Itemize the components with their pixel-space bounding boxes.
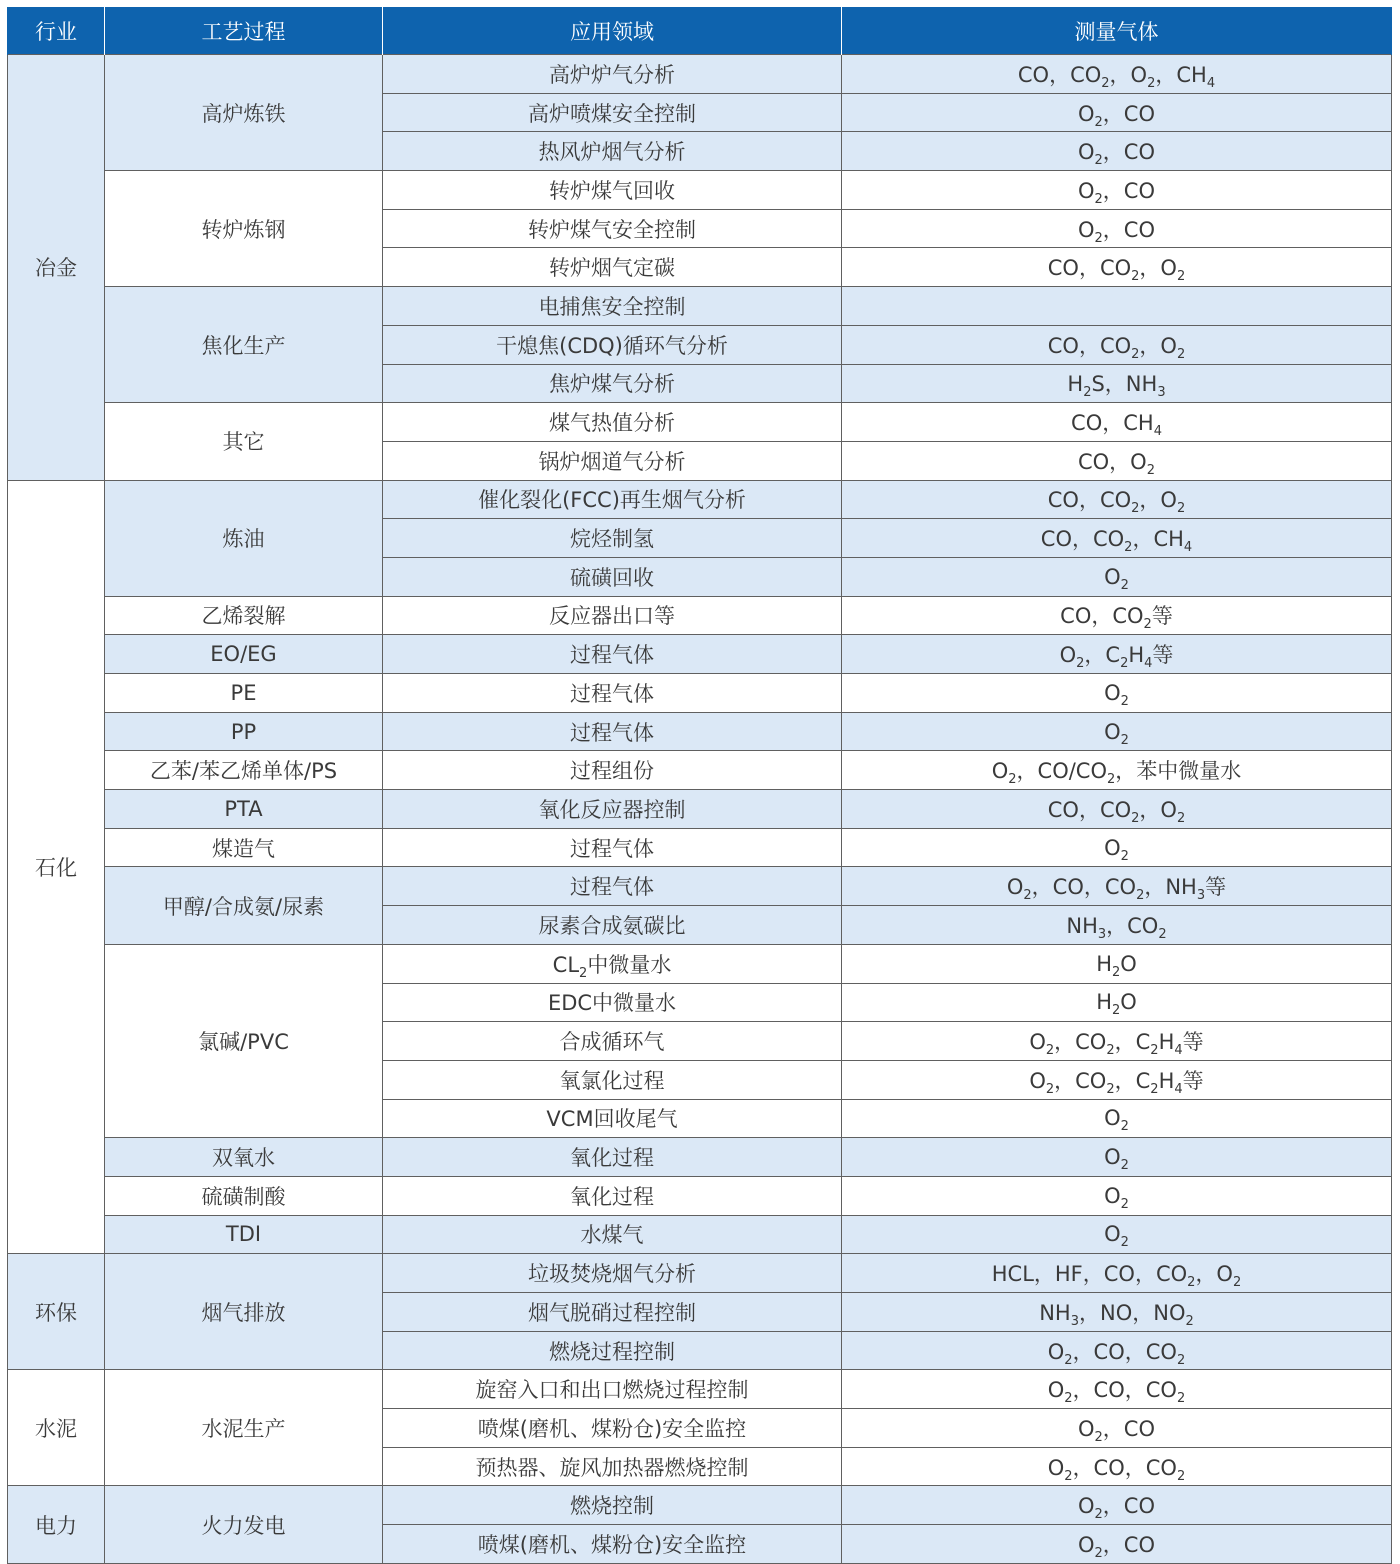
gases-cell: CO，$CO_2$，$O_2$ <box>842 325 1392 364</box>
header-process: 工艺过程 <box>105 7 383 55</box>
application-cell: 煤气热值分析 <box>383 403 842 442</box>
table-row <box>8 944 1392 983</box>
gases-cell: $O_2$，CO <box>842 93 1392 132</box>
application-cell: 氧化过程 <box>383 1176 842 1215</box>
process-cell: 高炉炼铁 <box>105 55 383 171</box>
table-row <box>8 1486 1392 1525</box>
table-row <box>8 828 1392 867</box>
gases-cell: $O_2$ <box>842 712 1392 751</box>
application-cell: 氧化过程 <box>383 1138 842 1177</box>
gases-cell: $O_2$ <box>842 1099 1392 1138</box>
gas-application-table <box>7 7 1392 1564</box>
application-cell: 转炉煤气安全控制 <box>383 209 842 248</box>
process-cell: 甲醇/合成氨/尿素 <box>105 867 383 944</box>
gases-cell: $O_2$，$C_2H_4$等 <box>842 635 1392 674</box>
gases-cell: CO，$CO_2$，$CH_4$ <box>842 519 1392 558</box>
process-cell: 炼油 <box>105 480 383 596</box>
application-cell: 燃烧过程控制 <box>383 1331 842 1370</box>
gases-cell: $H_2O$ <box>842 944 1392 983</box>
table-row <box>8 55 1392 94</box>
header-application: 应用领域 <box>383 7 842 55</box>
gases-cell: $O_2$，CO，$CO_2$ <box>842 1370 1392 1409</box>
gases-cell: HCL，HF，CO，$CO_2$，$O_2$ <box>842 1254 1392 1293</box>
gases-cell: $O_2$ <box>842 828 1392 867</box>
application-cell: 旋窑入口和出口燃烧过程控制 <box>383 1370 842 1409</box>
table-row <box>8 1138 1392 1177</box>
gases-cell: $O_2$ <box>842 1176 1392 1215</box>
process-cell: 转炉炼钢 <box>105 171 383 287</box>
application-cell: VCM回收尾气 <box>383 1099 842 1138</box>
table-row <box>8 1370 1392 1409</box>
industry-cell: 石化 <box>8 480 105 1254</box>
process-cell: TDI <box>105 1215 383 1254</box>
process-cell: EO/EG <box>105 635 383 674</box>
gases-cell: $O_2$，CO <box>842 209 1392 248</box>
gases-cell: CO，$CO_2$，$O_2$ <box>842 480 1392 519</box>
gases-cell: $O_2$ <box>842 1138 1392 1177</box>
application-cell: 预热器、旋风加热器燃烧控制 <box>383 1447 842 1486</box>
application-cell: 过程气体 <box>383 674 842 713</box>
table-body <box>8 55 1392 1564</box>
gases-cell: $O_2$，CO，$CO_2$ <box>842 1331 1392 1370</box>
table-row <box>8 1254 1392 1293</box>
process-cell: 双氧水 <box>105 1138 383 1177</box>
industry-cell: 水泥 <box>8 1370 105 1486</box>
table-row <box>8 674 1392 713</box>
table-row <box>8 790 1392 829</box>
application-cell: 过程气体 <box>383 712 842 751</box>
gases-cell: CO，$CH_4$ <box>842 403 1392 442</box>
application-cell: 干熄焦(CDQ)循环气分析 <box>383 325 842 364</box>
application-cell: 过程组份 <box>383 751 842 790</box>
application-cell: 氧化反应器控制 <box>383 790 842 829</box>
application-cell: EDC中微量水 <box>383 983 842 1022</box>
gases-cell: CO，$O_2$ <box>842 441 1392 480</box>
process-cell: 煤造气 <box>105 828 383 867</box>
application-cell: 过程气体 <box>383 867 842 906</box>
application-cell: 热风炉烟气分析 <box>383 132 842 171</box>
gases-cell: CO，$CO_2$等 <box>842 596 1392 635</box>
gases-cell: $O_2$ <box>842 674 1392 713</box>
gases-cell: $H_2O$ <box>842 983 1392 1022</box>
gases-cell: $O_2$，CO <box>842 1409 1392 1448</box>
gases-cell: CO，$CO_2$，$O_2$ <box>842 790 1392 829</box>
gases-cell: $NH_3$，NO，$NO_2$ <box>842 1293 1392 1332</box>
application-cell: 高炉炉气分析 <box>383 55 842 94</box>
table-row <box>8 867 1392 906</box>
gases-cell: $O_2$，CO，$CO_2$ <box>842 1447 1392 1486</box>
gases-cell: CO，$CO_2$，$O_2$，$CH_4$ <box>842 55 1392 94</box>
process-cell: 其它 <box>105 403 383 480</box>
process-cell: 氯碱/PVC <box>105 944 383 1137</box>
process-cell: PE <box>105 674 383 713</box>
gases-cell: $O_2$，CO <box>842 132 1392 171</box>
application-cell: 催化裂化(FCC)再生烟气分析 <box>383 480 842 519</box>
gases-cell: $O_2$ <box>842 1215 1392 1254</box>
industry-cell: 环保 <box>8 1254 105 1370</box>
application-cell: 焦炉煤气分析 <box>383 364 842 403</box>
application-cell: 反应器出口等 <box>383 596 842 635</box>
industry-cell: 电力 <box>8 1486 105 1563</box>
process-cell: PP <box>105 712 383 751</box>
process-cell: 烟气排放 <box>105 1254 383 1370</box>
process-cell: 硫磺制酸 <box>105 1176 383 1215</box>
table-row <box>8 1215 1392 1254</box>
gases-cell: $NH_3$，$CO_2$ <box>842 906 1392 945</box>
gases-cell: $O_2$ <box>842 557 1392 596</box>
application-cell: $CL_2$中微量水 <box>383 944 842 983</box>
gases-cell: $O_2$，CO <box>842 1525 1392 1564</box>
application-cell: 燃烧控制 <box>383 1486 842 1525</box>
table-row <box>8 751 1392 790</box>
process-cell: 火力发电 <box>105 1486 383 1563</box>
table-row <box>8 1176 1392 1215</box>
application-cell: 过程气体 <box>383 828 842 867</box>
gases-cell: CO，$CO_2$，$O_2$ <box>842 248 1392 287</box>
gases-cell: $O_2$，CO <box>842 1486 1392 1525</box>
table-row <box>8 403 1392 442</box>
application-cell: 烷烃制氢 <box>383 519 842 558</box>
gases-cell: $O_2$，$CO_2$，$C_2H_4$等 <box>842 1022 1392 1061</box>
gases-cell: $O_2$，CO，$CO_2$，$NH_3$等 <box>842 867 1392 906</box>
gases-cell: $O_2$，$CO_2$，$C_2H_4$等 <box>842 1060 1392 1099</box>
application-cell: 过程气体 <box>383 635 842 674</box>
gases-cell: $O_2$，CO <box>842 171 1392 210</box>
application-cell: 合成循环气 <box>383 1022 842 1061</box>
application-cell: 氧氯化过程 <box>383 1060 842 1099</box>
table-row <box>8 480 1392 519</box>
table-row <box>8 635 1392 674</box>
process-cell: 乙烯裂解 <box>105 596 383 635</box>
application-cell: 烟气脱硝过程控制 <box>383 1293 842 1332</box>
application-cell: 喷煤(磨机、煤粉仓)安全监控 <box>383 1525 842 1564</box>
application-cell: 垃圾焚烧烟气分析 <box>383 1254 842 1293</box>
table-row <box>8 171 1392 210</box>
table-row <box>8 712 1392 751</box>
application-cell: 电捕焦安全控制 <box>383 287 842 326</box>
gases-cell: $H_2S$，$NH_3$ <box>842 364 1392 403</box>
process-cell: 焦化生产 <box>105 287 383 403</box>
application-cell: 锅炉烟道气分析 <box>383 441 842 480</box>
process-cell: 水泥生产 <box>105 1370 383 1486</box>
table-row <box>8 596 1392 635</box>
application-cell: 转炉煤气回收 <box>383 171 842 210</box>
header-industry: 行业 <box>8 7 105 55</box>
process-cell: PTA <box>105 790 383 829</box>
application-cell: 喷煤(磨机、煤粉仓)安全监控 <box>383 1409 842 1448</box>
gases-cell <box>842 287 1392 326</box>
gases-cell: $O_2$，$CO/CO_2$，苯中微量水 <box>842 751 1392 790</box>
table-row <box>8 287 1392 326</box>
application-cell: 尿素合成氨碳比 <box>383 906 842 945</box>
industry-cell: 冶金 <box>8 55 105 481</box>
application-cell: 水煤气 <box>383 1215 842 1254</box>
header-row <box>8 7 1392 55</box>
process-cell: 乙苯/苯乙烯单体/PS <box>105 751 383 790</box>
header-gases: 测量气体 <box>842 7 1392 55</box>
application-cell: 转炉烟气定碳 <box>383 248 842 287</box>
application-cell: 高炉喷煤安全控制 <box>383 93 842 132</box>
application-cell: 硫磺回收 <box>383 557 842 596</box>
